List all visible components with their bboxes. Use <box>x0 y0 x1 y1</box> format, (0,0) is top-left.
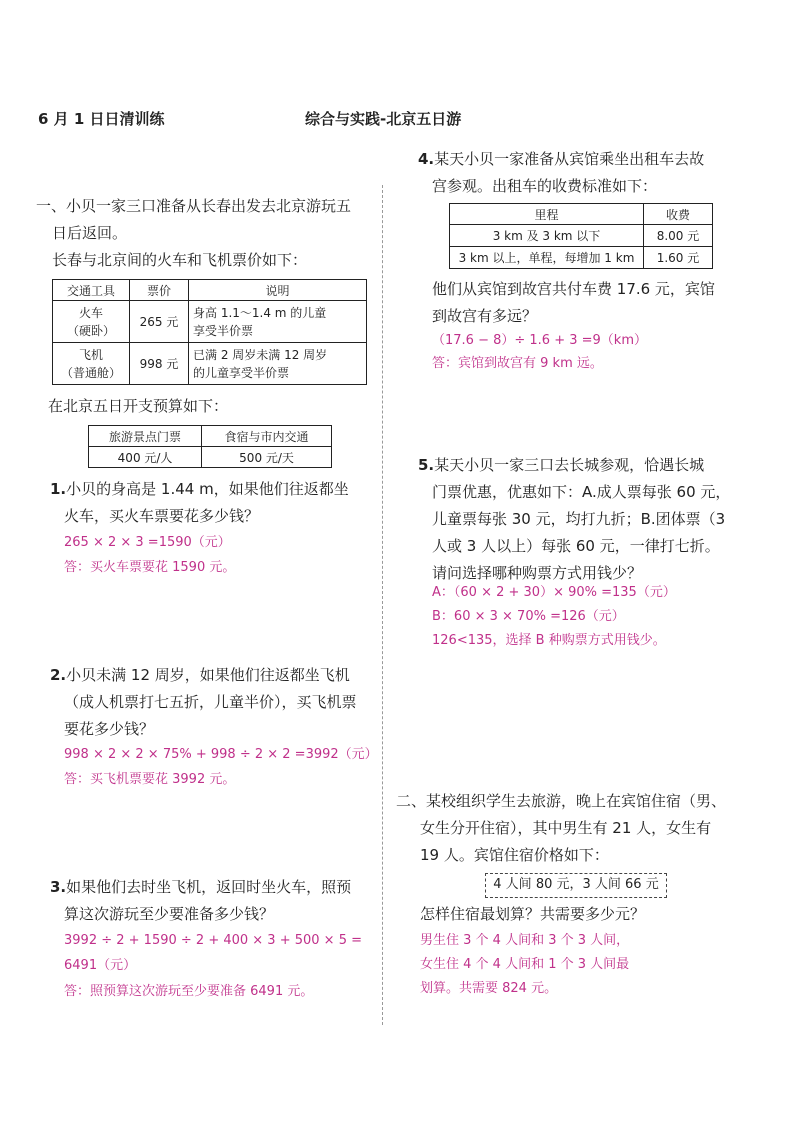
q3-answer-3: 答：照预算这次游玩至少要准备 6491 元。 <box>64 984 314 999</box>
section2-answer-1: 男生住 3 个 4 人间和 3 个 3 人间， <box>420 933 630 948</box>
fare-note-plane: 已满 2 周岁未满 12 周岁 的儿童享受半价票 <box>189 343 367 385</box>
taxi-header-fee: 收费 <box>644 204 713 225</box>
taxi-row1-distance: 3 km 及 3 km 以下 <box>450 225 644 247</box>
q2-answer-1: 998 × 2 × 2 × 75% + 998 ÷ 2 × 2 =3992（元） <box>64 747 378 762</box>
budget-header-tickets: 旅游景点门票 <box>89 426 202 447</box>
q2-answer-2: 答：买飞机票要花 3992 元。 <box>64 772 236 787</box>
section2-question: 怎样住宿最划算？共需要多少元？ <box>420 905 646 923</box>
q1-answer-1: 265 × 2 × 3 =1590（元） <box>64 535 231 550</box>
section1-intro-line2: 日后返回。 <box>52 224 128 242</box>
header-left: 6 月 1 日日清训练 <box>38 110 165 128</box>
q3-answer-1: 3992 ÷ 2 + 1590 ÷ 2 + 400 × 3 + 500 × 5 = <box>64 933 363 948</box>
table-row <box>450 247 713 269</box>
budget-value-tickets: 400 元/人 <box>89 447 202 468</box>
table-row <box>53 301 367 343</box>
q5-line2: 门票优惠，优惠如下：A.成人票每张 60 元， <box>432 483 731 501</box>
budget-table <box>88 425 332 468</box>
section2-line3: 19 人。宾馆住宿价格如下： <box>420 846 609 864</box>
fare-tool-train: 火车 （硬卧） <box>53 301 130 343</box>
q4-line3: 他们从宾馆到故宫共付车费 17.6 元，宾馆 <box>432 280 715 298</box>
header-right: 综合与实践-北京五日游 <box>305 110 462 128</box>
table-row <box>53 343 367 385</box>
budget-header-lodging: 食宿与市内交通 <box>202 426 332 447</box>
q3-line1: 3.如果他们去时坐飞机，返回时坐火车，照预 <box>50 878 352 896</box>
q5-line5: 请问选择哪种购票方式用钱少？ <box>432 564 643 582</box>
q2-line1: 2.小贝未满 12 周岁，如果他们往返都坐飞机 <box>50 666 350 684</box>
q5-answer-2: B：60 × 3 × 70% =126（元） <box>432 609 625 624</box>
column-divider <box>382 185 383 1025</box>
q4-line4: 到故宫有多远？ <box>432 307 538 325</box>
fare-price-train: 265 元 <box>130 301 189 343</box>
room-price-box: 4 人间 80 元，3 人间 66 元 <box>485 873 667 898</box>
q2-line2: （成人机票打七五折，儿童半价），买飞机票 <box>64 693 357 711</box>
section2-line1: 二、某校组织学生去旅游，晚上在宾馆住宿（男、 <box>396 792 727 810</box>
q3-line2: 算这次游玩至少要准备多少钱？ <box>64 905 275 923</box>
q1-line2: 火车，买火车票要花多少钱？ <box>64 507 260 525</box>
q5-answer-3: 126<135，选择 B 种购票方式用钱少。 <box>432 633 666 648</box>
fare-header-tool: 交通工具 <box>53 280 130 301</box>
q2-line3: 要花多少钱？ <box>64 720 155 738</box>
q3-answer-2: 6491（元） <box>64 958 137 973</box>
q4-line2: 宫参观。出租车的收费标准如下： <box>432 177 658 195</box>
q5-line1: 5.某天小贝一家三口去长城参观，恰遇长城 <box>418 456 705 474</box>
section2-answer-3: 划算。共需要 824 元。 <box>420 981 558 996</box>
budget-intro: 在北京五日开支预算如下： <box>48 397 229 415</box>
taxi-row2-distance: 3 km 以上，单程，每增加 1 km <box>450 247 644 269</box>
section2-answer-2: 女生住 4 个 4 人间和 1 个 3 人间最 <box>420 957 630 972</box>
taxi-fare-table <box>449 203 713 269</box>
section1-intro-line3: 长春与北京间的火车和飞机票价如下： <box>52 251 308 269</box>
section1-intro-line1: 一、小贝一家三口准备从长春出发去北京游玩五 <box>36 197 352 215</box>
taxi-header-distance: 里程 <box>450 204 644 225</box>
fare-tool-plane: 飞机 （普通舱） <box>53 343 130 385</box>
section2-line2: 女生分开住宿），其中男生有 21 人，女生有 <box>420 819 712 837</box>
q4-answer-2: 答：宾馆到故宫有 9 km 远。 <box>432 356 603 371</box>
taxi-row1-fee: 8.00 元 <box>644 225 713 247</box>
table-row <box>450 225 713 247</box>
fare-note-train: 身高 1.1～1.4 m 的儿童 享受半价票 <box>189 301 367 343</box>
q5-answer-1: A：（60 × 2 + 30）× 90% =135（元） <box>432 585 676 600</box>
q4-answer-1: （17.6 − 8）÷ 1.6 + 3 =9（km） <box>432 333 647 348</box>
fare-header-price: 票价 <box>130 280 189 301</box>
q5-line3: 儿童票每张 30 元，均打九折；B.团体票（3 <box>432 510 726 528</box>
q1-line1: 1.小贝的身高是 1.44 m，如果他们往返都坐 <box>50 480 349 498</box>
fare-header-note: 说明 <box>189 280 367 301</box>
taxi-row2-fee: 1.60 元 <box>644 247 713 269</box>
fare-price-plane: 998 元 <box>130 343 189 385</box>
fare-table <box>52 279 367 385</box>
q5-line4: 人或 3 人以上）每张 60 元，一律打七折。 <box>432 537 720 555</box>
q1-answer-2: 答：买火车票要花 1590 元。 <box>64 560 236 575</box>
q4-line1: 4.某天小贝一家准备从宾馆乘坐出租车去故 <box>418 150 705 168</box>
budget-value-lodging: 500 元/天 <box>202 447 332 468</box>
